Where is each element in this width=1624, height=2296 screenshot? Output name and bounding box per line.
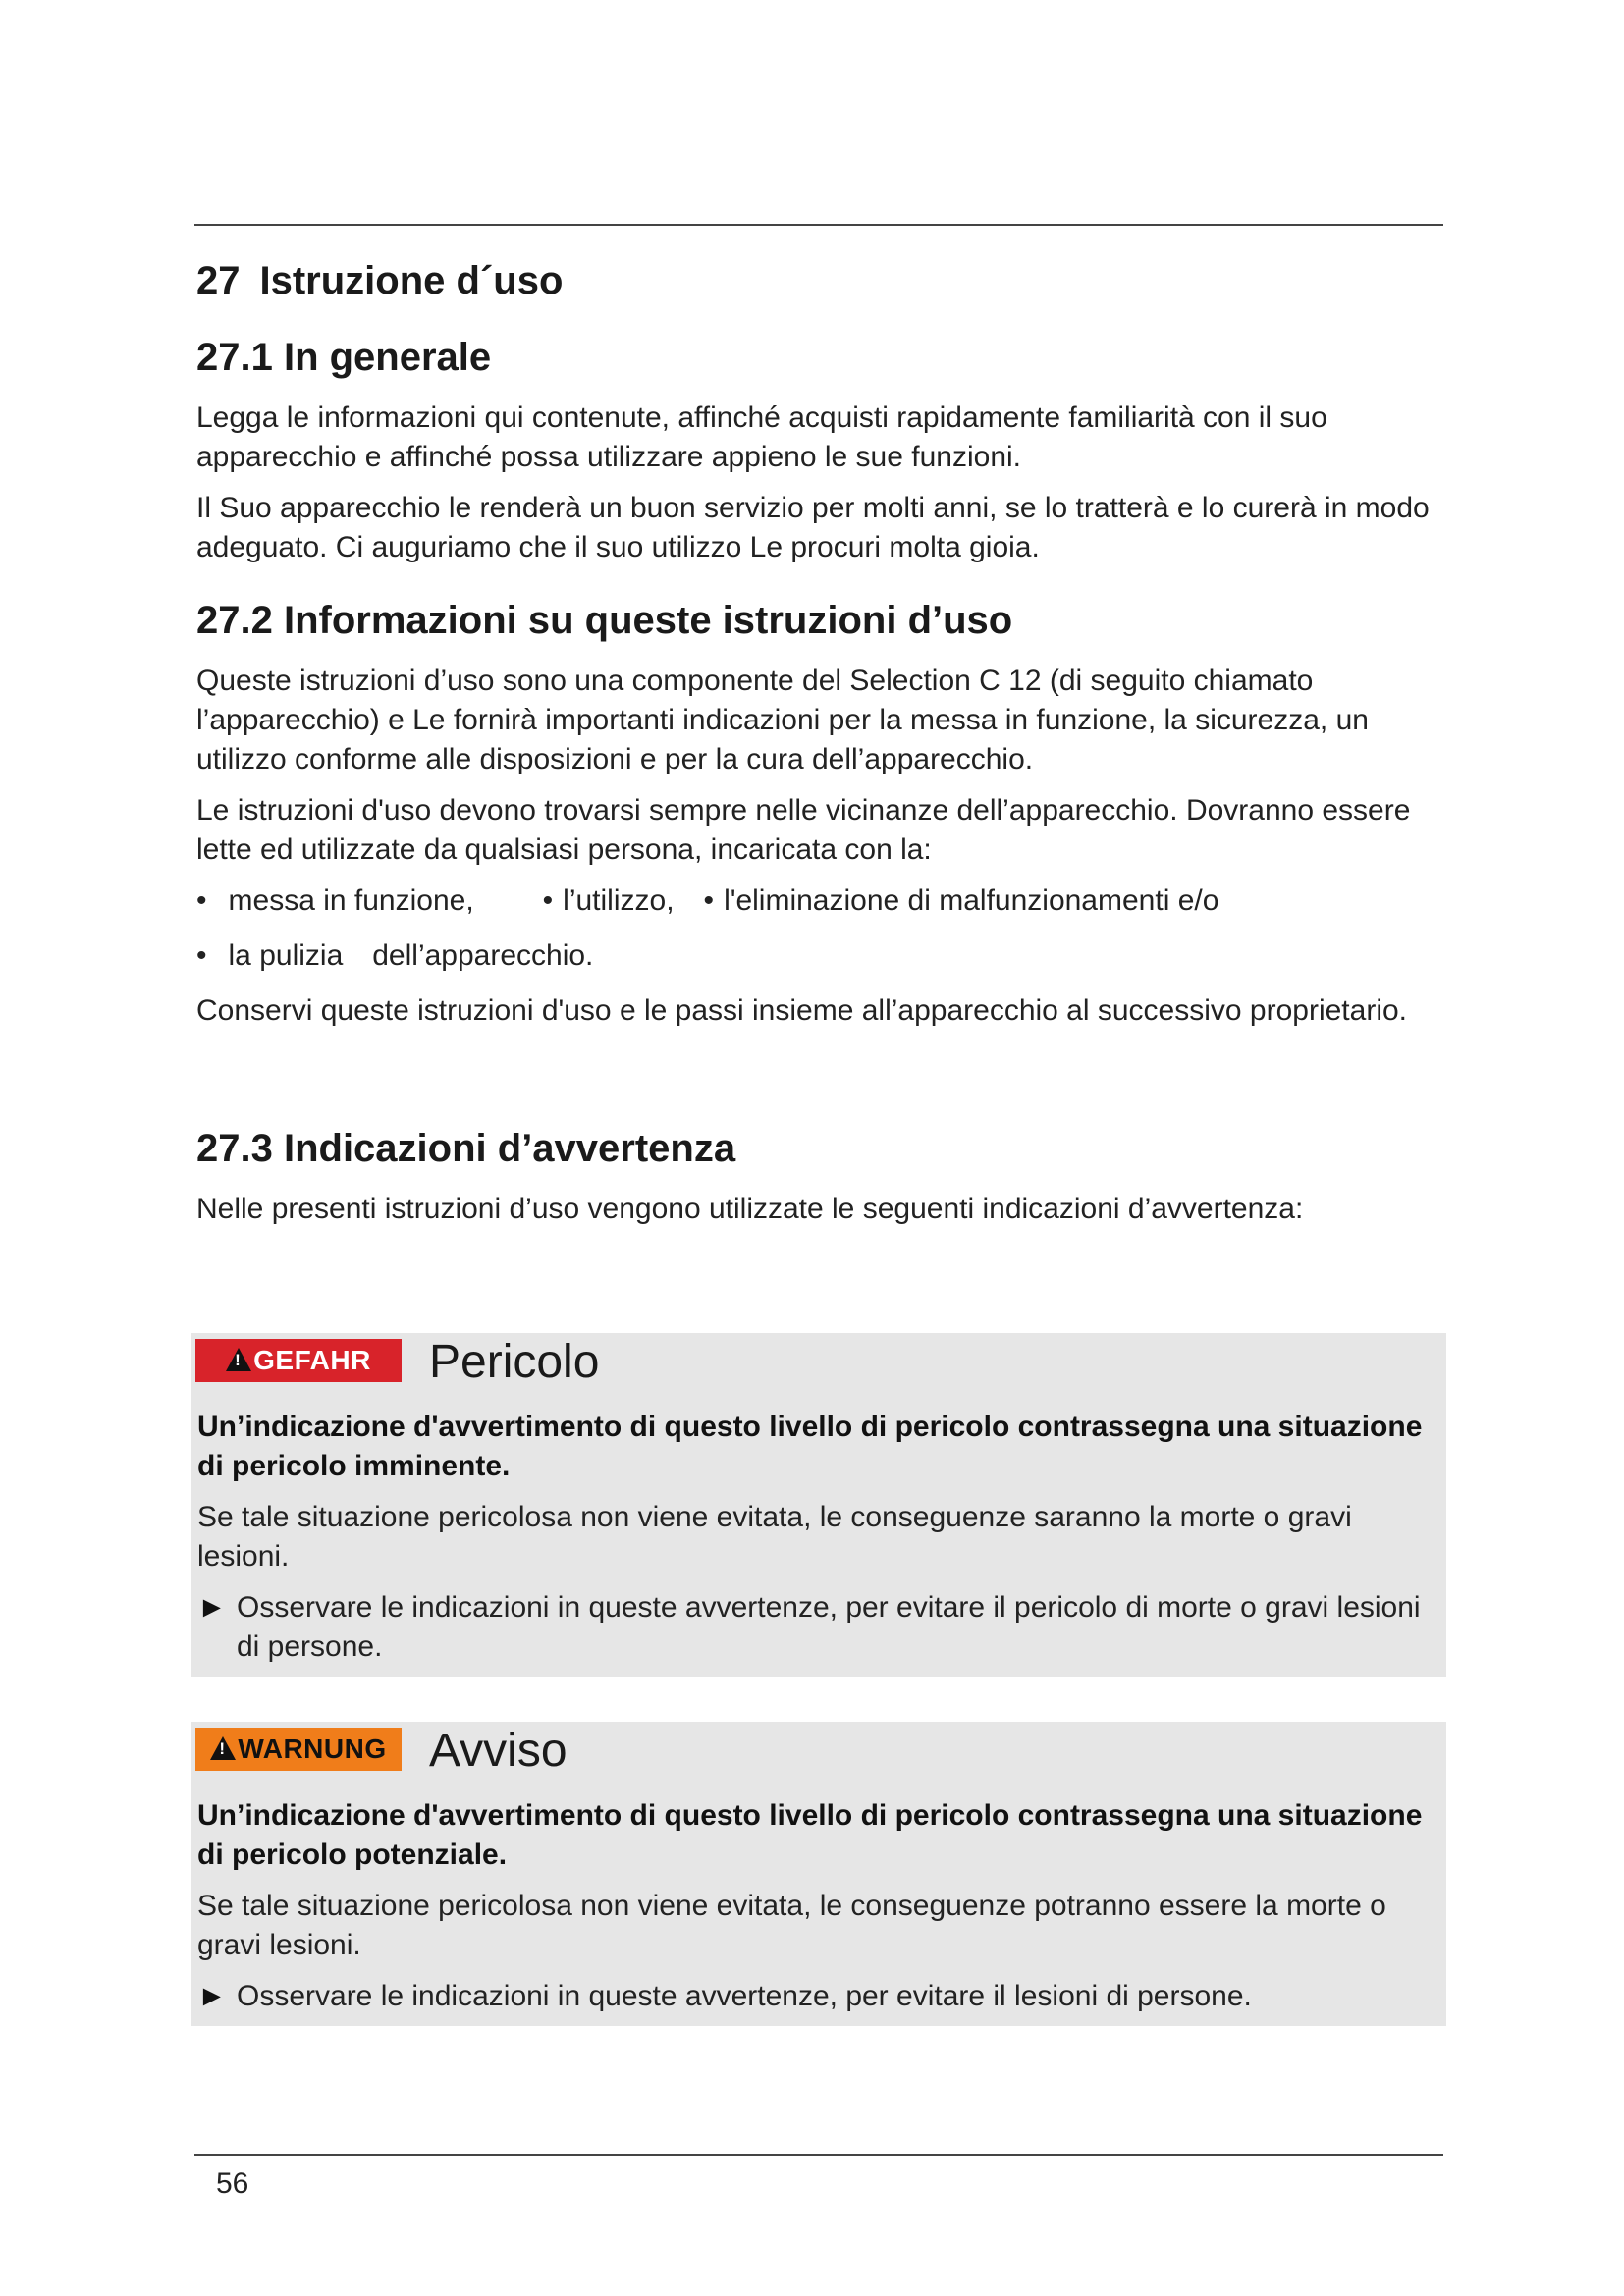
bullet-icon: • bbox=[542, 884, 554, 917]
chapter-number: 27 bbox=[196, 259, 241, 302]
danger-badge: !GEFAHR bbox=[195, 1339, 402, 1382]
section-general bbox=[196, 334, 1443, 567]
warning-box-warning bbox=[191, 1722, 1446, 2026]
page-content bbox=[196, 257, 1443, 1258]
bullet-icon: • bbox=[196, 884, 207, 917]
list-item: • la pulizia bbox=[196, 936, 343, 976]
warning-action: ► Osservare le indicazioni in queste avvertenze, per evitare il lesioni di persone. bbox=[197, 1977, 1440, 2016]
warning-lead: Un’indicazione d'avvertimento di questo livello di pericolo contrassegna una situazione di pericolo imminente. bbox=[197, 1411, 1423, 1482]
warning-box-danger bbox=[191, 1333, 1446, 1677]
warning-title: Pericolo bbox=[429, 1336, 600, 1388]
warning-body bbox=[191, 1408, 1446, 1667]
list-item: • messa in funzione, bbox=[196, 881, 474, 921]
bullet-list-row bbox=[196, 936, 1443, 976]
section-heading: 27.1 In generale bbox=[196, 336, 492, 379]
warning-lead: Un’indicazione d'avvertimento di questo livello di pericolo contrassegna una situazione di pericolo potenziale. bbox=[197, 1799, 1423, 1871]
warning-triangle-icon bbox=[210, 1736, 236, 1760]
arrow-right-icon: ► bbox=[197, 1591, 227, 1624]
warning-text: Se tale situazione pericolosa non viene evitata, le conseguenze saranno la morte o gravi lesioni. bbox=[197, 1501, 1352, 1573]
warning-title: Avviso bbox=[429, 1725, 568, 1777]
header-rule bbox=[194, 224, 1443, 226]
paragraph: Nelle presenti istruzioni d’uso vengono utilizzate le seguenti indicazioni d’avvertenza: bbox=[196, 1193, 1304, 1225]
paragraph: Legga le informazioni qui contenute, affinché acquisti rapidamente familiarità con il suo apparecchio e affinché possa utilizzare appieno le sue funzioni. bbox=[196, 401, 1327, 473]
warning-header bbox=[191, 1722, 1446, 1796]
arrow-right-icon: ► bbox=[197, 1980, 227, 2012]
section-heading: 27.2 Informazioni su queste istruzioni d’uso bbox=[196, 599, 1013, 642]
warning-triangle-icon bbox=[226, 1348, 251, 1371]
chapter-heading bbox=[196, 257, 1443, 304]
paragraph: Queste istruzioni d’uso sono una componente del Selection C 12 (di seguito chiamato l’apparecchio) e Le fornirà importanti indicazioni per la messa in funzione, la sicurezza, un utilizzo conforme alle disposizioni e per la cura dell’apparecchio. bbox=[196, 665, 1369, 775]
list-item: dell’apparecchio. bbox=[372, 939, 594, 972]
chapter-title: Istruzione d´uso bbox=[259, 259, 564, 302]
bullet-list-row bbox=[196, 881, 1443, 921]
bullet-icon: • bbox=[703, 884, 715, 917]
footer-rule bbox=[194, 2154, 1443, 2156]
warning-body bbox=[191, 1796, 1446, 2016]
section-about-instructions bbox=[196, 597, 1443, 1031]
warning-action: ► Osservare le indicazioni in queste avvertenze, per evitare il pericolo di morte o gravi lesioni di persone. bbox=[197, 1588, 1440, 1667]
paragraph: Le istruzioni d'uso devono trovarsi sempre nelle vicinanze dell’apparecchio. Dovranno essere lette ed utilizzate da qualsiasi persona, incaricata con la: bbox=[196, 794, 1411, 866]
warning-text: Se tale situazione pericolosa non viene evitata, le conseguenze potranno essere la morte o gravi lesioni. bbox=[197, 1890, 1386, 1961]
paragraph: Il Suo apparecchio le renderà un buon servizio per molti anni, se lo tratterà e lo curerà in modo adeguato. Ci auguriamo che il suo utilizzo Le procuri molta gioia. bbox=[196, 492, 1430, 563]
page-number: 56 bbox=[216, 2167, 249, 2200]
section-heading: 27.3 Indicazioni d’avvertenza bbox=[196, 1127, 736, 1170]
warning-badge: !WARNUNG bbox=[195, 1728, 402, 1771]
section-warnings bbox=[196, 1125, 1443, 1229]
list-item: • l’utilizzo, bbox=[543, 881, 675, 921]
warning-header bbox=[191, 1333, 1446, 1408]
bullet-icon: • bbox=[196, 939, 207, 972]
paragraph: Conservi queste istruzioni d'uso e le passi insieme all’apparecchio al successivo proprietario. bbox=[196, 994, 1408, 1027]
list-item: • l'eliminazione di malfunzionamenti e/o bbox=[704, 881, 1219, 921]
